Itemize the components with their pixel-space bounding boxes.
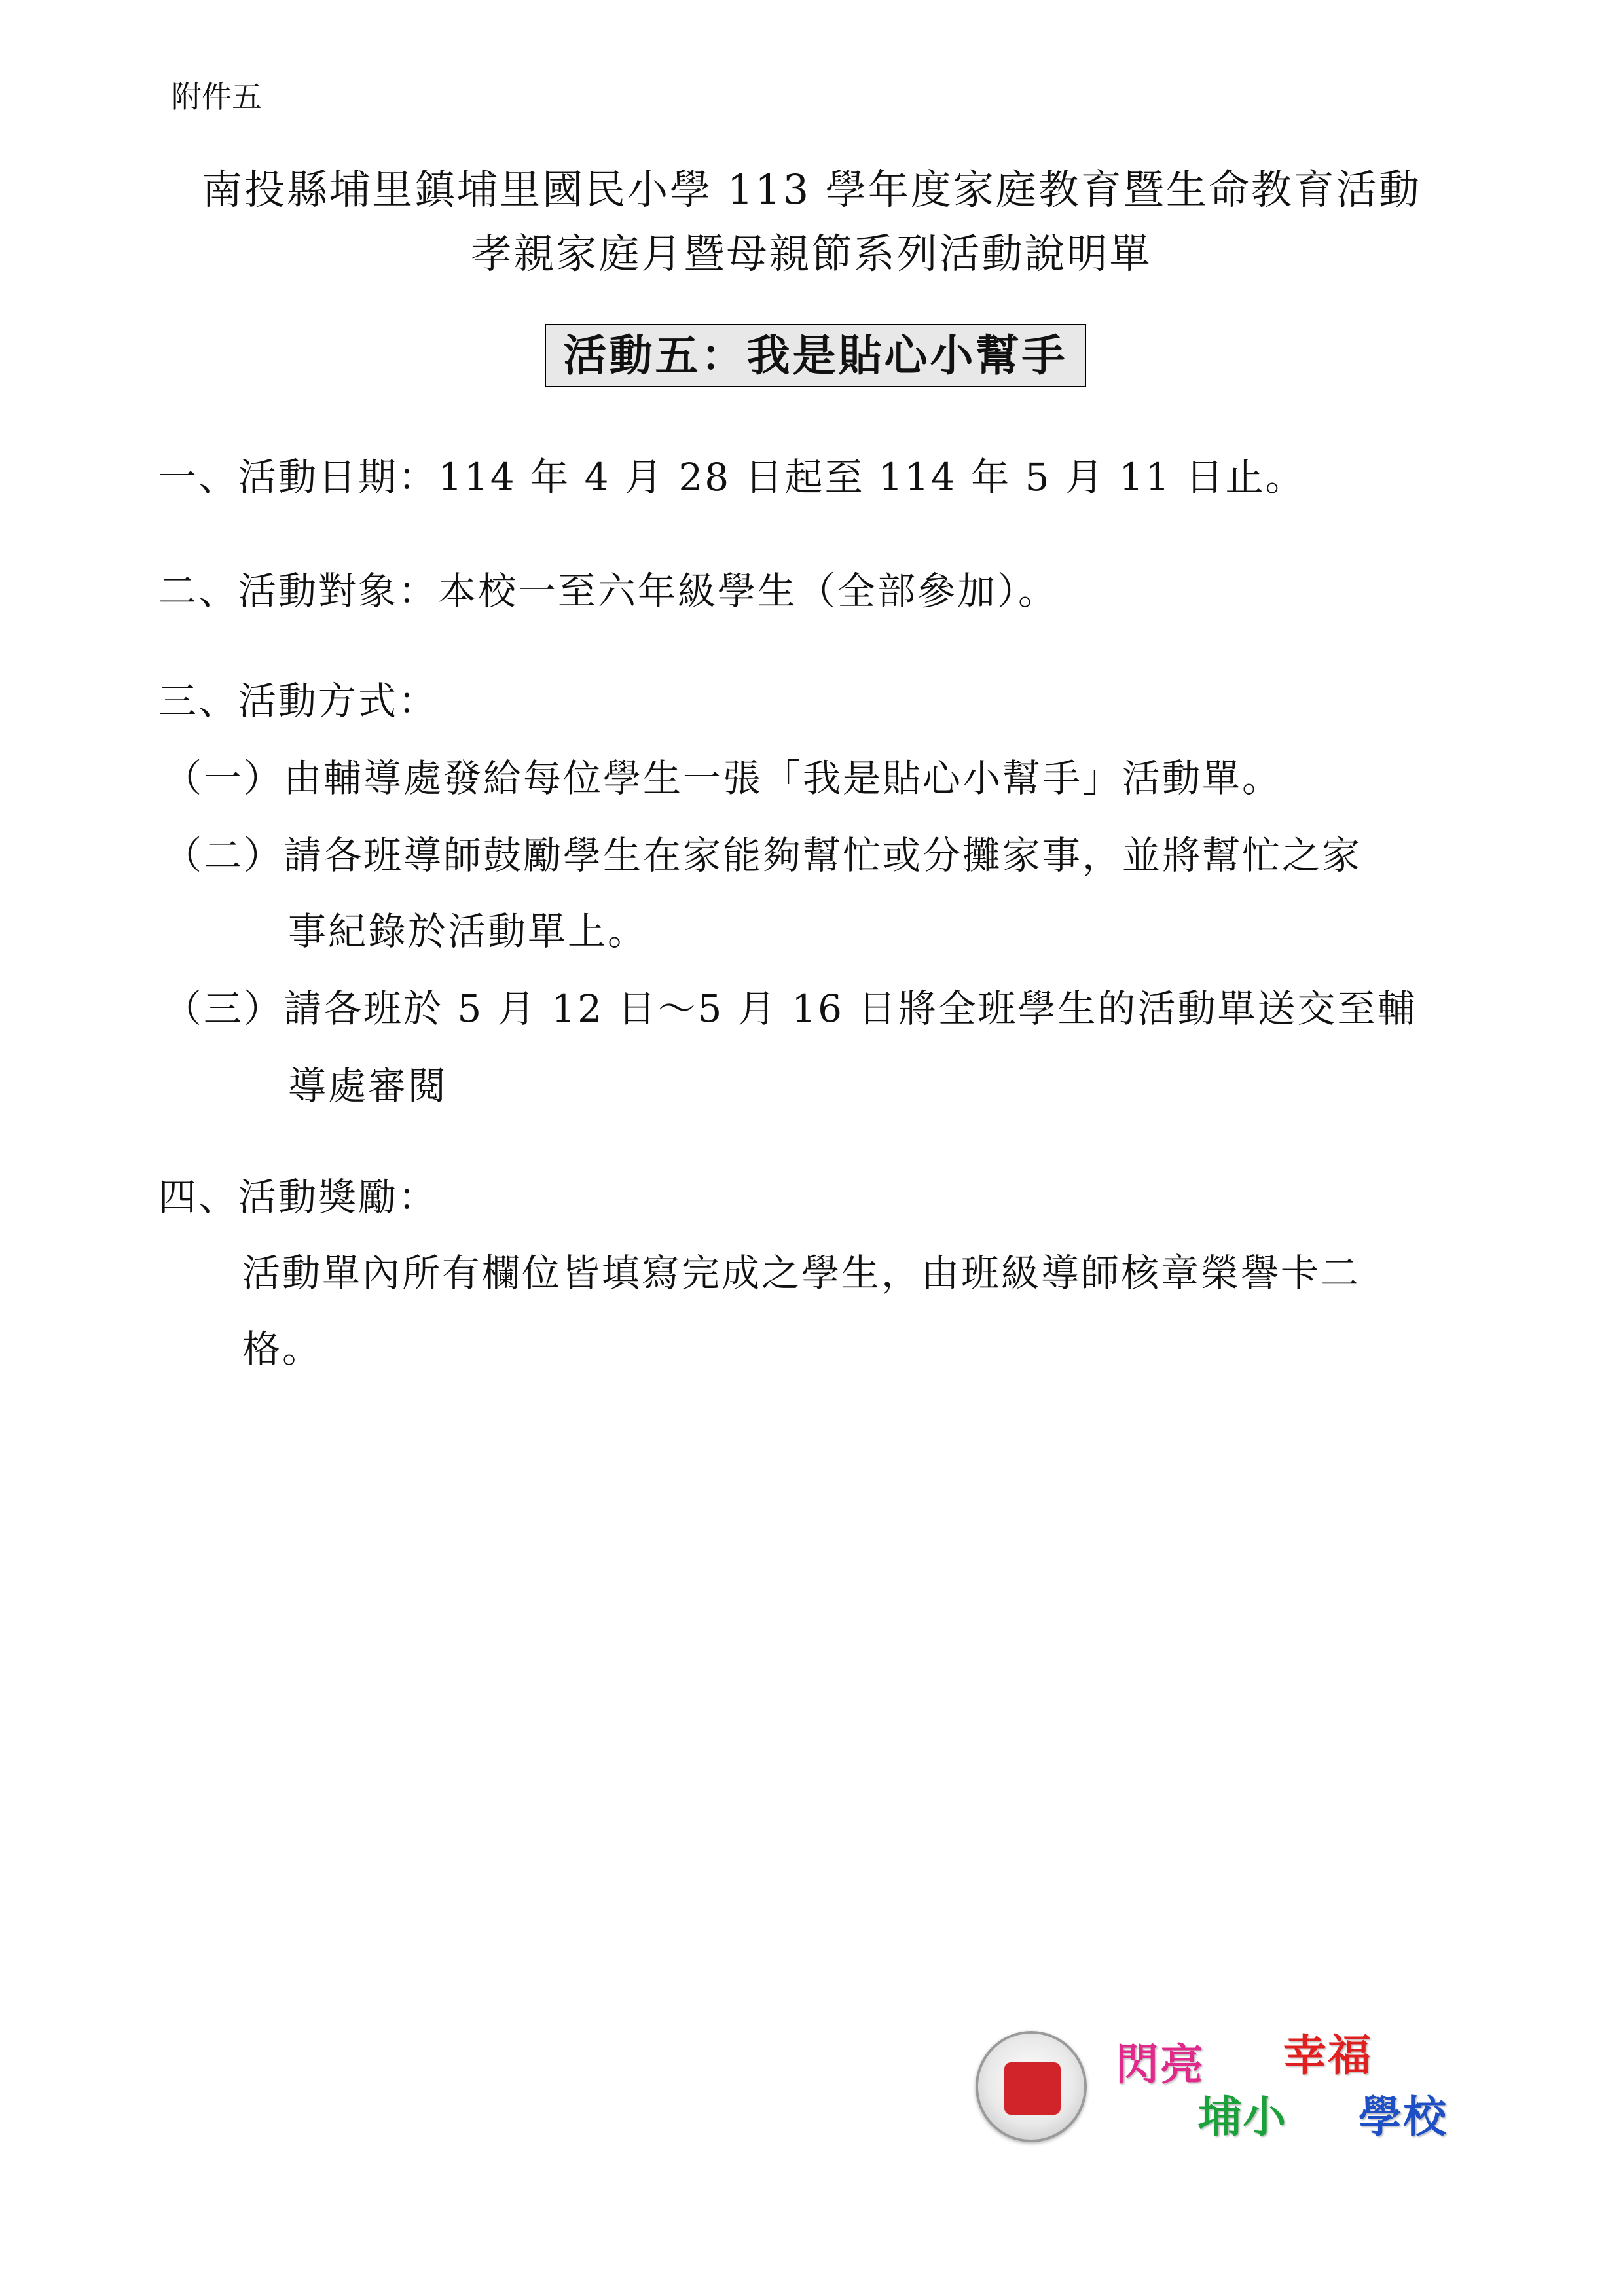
school-logo — [976, 2026, 1473, 2157]
logo-word-4: 學校 — [1359, 2092, 1448, 2142]
document-title-line1: 南投縣埔里鎮埔里國民小學 113 學年度家庭教育暨生命教育活動 — [202, 166, 1421, 213]
reward-description: 活動單內所有欄位皆填寫完成之學生，由班級導師核章榮譽卡二 — [242, 1251, 1361, 1295]
section-method: 三、活動方式： — [158, 679, 439, 723]
method-item-1: （一）由輔導處發給每位學生一張「我是貼心小幫手」活動單。 — [164, 756, 1283, 800]
logo-word-2: 幸福 — [1283, 2030, 1372, 2081]
reward-description-continued: 格。 — [242, 1327, 323, 1371]
logo-word-3: 埔小 — [1198, 2092, 1287, 2142]
section-target: 二、活動對象：本校一至六年級學生（全部參加）。 — [158, 569, 1059, 613]
annex-label: 附件五 — [172, 79, 262, 115]
school-emblem-icon — [976, 2031, 1087, 2142]
activity-heading: 活動五：我是貼心小幫手 — [545, 324, 1086, 387]
document-title-line2: 孝親家庭月暨母親節系列活動說明單 — [471, 230, 1152, 278]
method-item-3: （三）請各班於 5 月 12 日～5 月 16 日將全班學生的活動單送交至輔 — [164, 986, 1417, 1031]
emblem-mark — [1004, 2062, 1061, 2115]
logo-word-1: 閃亮 — [1116, 2039, 1205, 2090]
section-reward: 四、活動獎勵： — [158, 1175, 439, 1219]
method-item-3-continued: 導處審閱 — [288, 1064, 448, 1108]
method-item-2: （二）請各班導師鼓勵學生在家能夠幫忙或分攤家事，並將幫忙之家 — [164, 833, 1362, 878]
section-date: 一、活動日期：114 年 4 月 28 日起至 114 年 5 月 11 日止。 — [158, 455, 1305, 499]
method-item-2-continued: 事紀錄於活動單上。 — [288, 909, 648, 954]
